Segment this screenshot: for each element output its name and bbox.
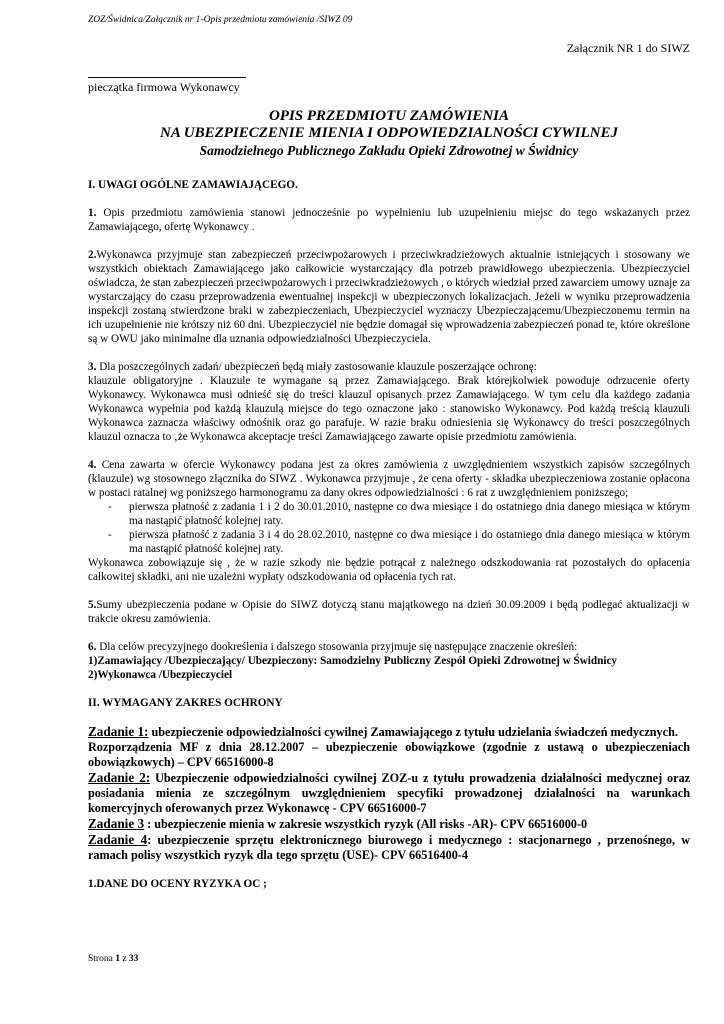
paragraph-3-number: 3. <box>88 361 97 373</box>
task-1 <box>88 724 690 740</box>
company-stamp-area <box>88 67 246 95</box>
paragraph-1-number: 1. <box>88 207 97 219</box>
stamp-label: pieczątka firmowa Wykonawcy <box>88 80 240 94</box>
paragraph-4-number: 4. <box>88 459 97 471</box>
current-page: 1 <box>115 954 120 964</box>
paragraph-4 <box>88 458 690 500</box>
title-line-1: OPIS PRZEDMIOTU ZAMÓWIENIA <box>268 108 510 124</box>
definition-2: 2)Wykonawca /Ubezpieczyciel <box>88 669 233 681</box>
total-pages: 33 <box>128 954 139 964</box>
task-4-label: Zadanie 4 <box>88 832 148 847</box>
list-item: - pierwsza płatność z zadania 1 i 2 do 30.01.2010, następne co dwa miesiące i do ostatniego dnia danego miesiąca w którym ma nastąpić płatność kolejnej raty. <box>88 500 690 528</box>
paragraph-5 <box>88 598 690 626</box>
paragraph-4-text: Cena zawarta w ofercie Wykonawcy podana jest za okres zamówienia z uwzględnieniem wszystkich zapisów szczególnych (klauzule) wg stosownego złącznika do SIWZ . Wykonawca przyjmuje , że cena oferty - składka ubezpieczeniowa zostanie opłacona w postaci ratalnej wg poniższego harmonogramu za dany okres odpowiedzialności : 6 rat z uwzględnieniem poniższego; <box>88 459 690 499</box>
paragraph-5-number: 5. <box>88 599 97 611</box>
paragraph-6-number: 6. <box>88 641 97 653</box>
paragraph-4-after: Wykonawca zobowiązuje się , że w razie szkody nie będzie potrącał z należnego odszkodowania rat pozostałych do opłacenia całkowitej składki, ani nie uzależni wypłaty odszkodowania od opłacenia tych rat. <box>88 557 690 583</box>
paragraph-5-text: Sumy ubezpieczenia podane w Opisie do SIWZ dotyczą stanu majątkowego na dzień 30.09.2009 i będą podlegać aktualizacji w trakcie okresu zamówienia. <box>88 599 690 625</box>
task-1-regulation: Rozporządzenia MF z dnia 28.12.2007 – ubezpieczenie obowiązkowe (zgodnie z ustawą o ubezpieczeniach obowiązkowych) – CPV 66516000-8 <box>88 740 690 769</box>
title-line-3: Samodzielnego Publicznego Zakładu Opieki Zdrowotnej w Świdnicy <box>199 143 579 158</box>
annex-label: Załącznik NR 1 do SIWZ <box>566 41 690 55</box>
stamp-signature-line <box>88 77 246 78</box>
task-3-label: Zadanie 3 <box>88 816 145 831</box>
task-1-text: ubezpieczenie odpowiedzialności cywilnej Zamawiającego z tytułu udzielania świadczeń medycznych. <box>148 725 678 739</box>
paragraph-1-text: Opis przedmiotu zamówienia stanowi jednocześnie po wypełnieniu lub uzupełnieniu miejsc do tego wskazanych przez Zamawiającego, ofertę Wykonawcy . <box>88 207 690 233</box>
paragraph-1 <box>88 206 690 234</box>
section-2-heading: II. WYMAGANY ZAKRES OCHRONY <box>88 697 283 709</box>
paragraph-3-text: klauzule obligatoryjne . Klauzule te wymagane są przez Zamawiającego. Brak którejkolwiek powoduje odrzucenie oferty Wykonawcy. Wykonawca musi odnieść się do treści klauzul opisanych przez Zamawiającego. W tym celu dla każdego zadania Wykonawca wypełnia pod każdą klauzulą miejsce do tego oznaczone jako : stanowisko Wykonawcy. Pod każdą treścią klauzuli Wykonawca zaznacza właściwy odnośnik oraz go parafuje. W razie braku odniesienia się Wykonawcy do treści poszczególnych klauzul oznacza to ‚że Wykonawca akceptacje treści Zamawiającego zawarte opisie przedmiotu zamówienia. <box>88 375 690 443</box>
task-2-text: Ubezpieczenie odpowiedzialności cywilnej ZOZ-u z tytułu prowadzenia działalności medycznej oraz posiadania mienia ze szczególnym uwzględnieniem specyfiki prowadzonej działalności na warunkach komercyjnych oferowanych przez Wykonawcę - CPV 66516000-7 <box>88 771 690 815</box>
scope-tasks <box>88 724 690 863</box>
paragraph-3-intro: Dla poszczególnych zadań/ ubezpieczeń będą miały zastosowanie klauzule poszerzające ochronę: <box>96 361 537 373</box>
page-number <box>88 954 138 964</box>
task-4-text: : ubezpieczenie sprzętu elektronicznego biurowego i medycznego : stacjonarnego , przenośnego, w ramach polisy wszystkich ryzyk dla tego sprzętu (USE)- CPV 66516400-4 <box>88 833 690 862</box>
paragraph-3 <box>88 360 690 374</box>
task-2 <box>88 770 690 816</box>
task-3-text: : ubezpieczenie mienia w zakresie wszystkich ryzyk (All risks -AR)- CPV 66516000-0 <box>144 817 588 831</box>
task-2-label: Zadanie 2: <box>88 770 151 785</box>
paragraph-6 <box>88 640 690 654</box>
task-3 <box>88 816 690 832</box>
paragraph-2-text: Wykonawca przyjmuje stan zabezpieczeń przeciwpożarowych i przeciwkradzieżowych aktualnie istniejących i stosowany we wszystkich obiektach Zamawiającego jako całkowicie wystarczający dla potrzeb prawidłowego ubezpieczenia. Ubezpieczyciel oświadcza, że stan zabezpieczeń przeciwpożarowych i przeciwkradzieżowych , o których wiedział przed zawarciem umowy uznaje za wystarczający do czasu przeprowadzenia ewentualnej inspekcji w ubezpieczonych lokalizacjach. Jeżeli w wyniku przeprowadzenia inspekcji zostaną stwierdzone braki w zabezpieczeniach, Ubezpieczyciel wyznaczy Ubezpieczającemu/Ubezpieczonemu termin na ich uzupełnienie nie krótszy niż 60 dni. Ubezpieczyciel nie będzie domagał się wprowadzenia zabezpieczeń ponad te, które określone są w OWU jako minimalne dla uznania odpowiedzialności Ubezpieczyciela. <box>88 249 690 345</box>
document-reference: ZOZ/Świdnica/Załącznik nr 1-Opis przedmiotu zamówienia /SIWZ 09 <box>88 15 353 25</box>
paragraph-6-text: Dla celów precyzyjnego dookreślenia i dalszego stosowania przyjmuje się następujące znaczenie określeń: <box>96 641 578 653</box>
page-separator: z <box>119 954 129 964</box>
section-3-heading: 1.DANE DO OCENY RYZYKA OC ; <box>88 878 267 890</box>
title-line-2: NA UBEZPIECZENIE MIENIA I ODPOWIEDZIALNOŚCI CYWILNEJ <box>159 125 618 141</box>
document-title <box>88 108 690 159</box>
paragraph-2 <box>88 248 690 346</box>
page-prefix: Strona <box>88 954 116 964</box>
section-1-heading: I. UWAGI OGÓLNE ZAMAWIAJĄCEGO. <box>88 179 298 191</box>
payment-schedule-list <box>88 500 690 556</box>
document-body <box>88 178 690 891</box>
task-1-label: Zadanie 1: <box>88 724 149 739</box>
task-4 <box>88 832 690 863</box>
definition-1: 1)Zamawiający /Ubezpieczający/ Ubezpieczony: Samodzielny Publiczny Zespół Opieki Zdrowotnej w Świdnicy <box>88 655 618 667</box>
paragraph-2-number: 2. <box>88 249 97 261</box>
list-item: - pierwsza płatność z zadania 3 i 4 do 28.02.2010, następne co dwa miesiące i do ostatniego dnia danego miesiąca w którym ma nastąpić płatność kolejnej raty. <box>88 528 690 556</box>
